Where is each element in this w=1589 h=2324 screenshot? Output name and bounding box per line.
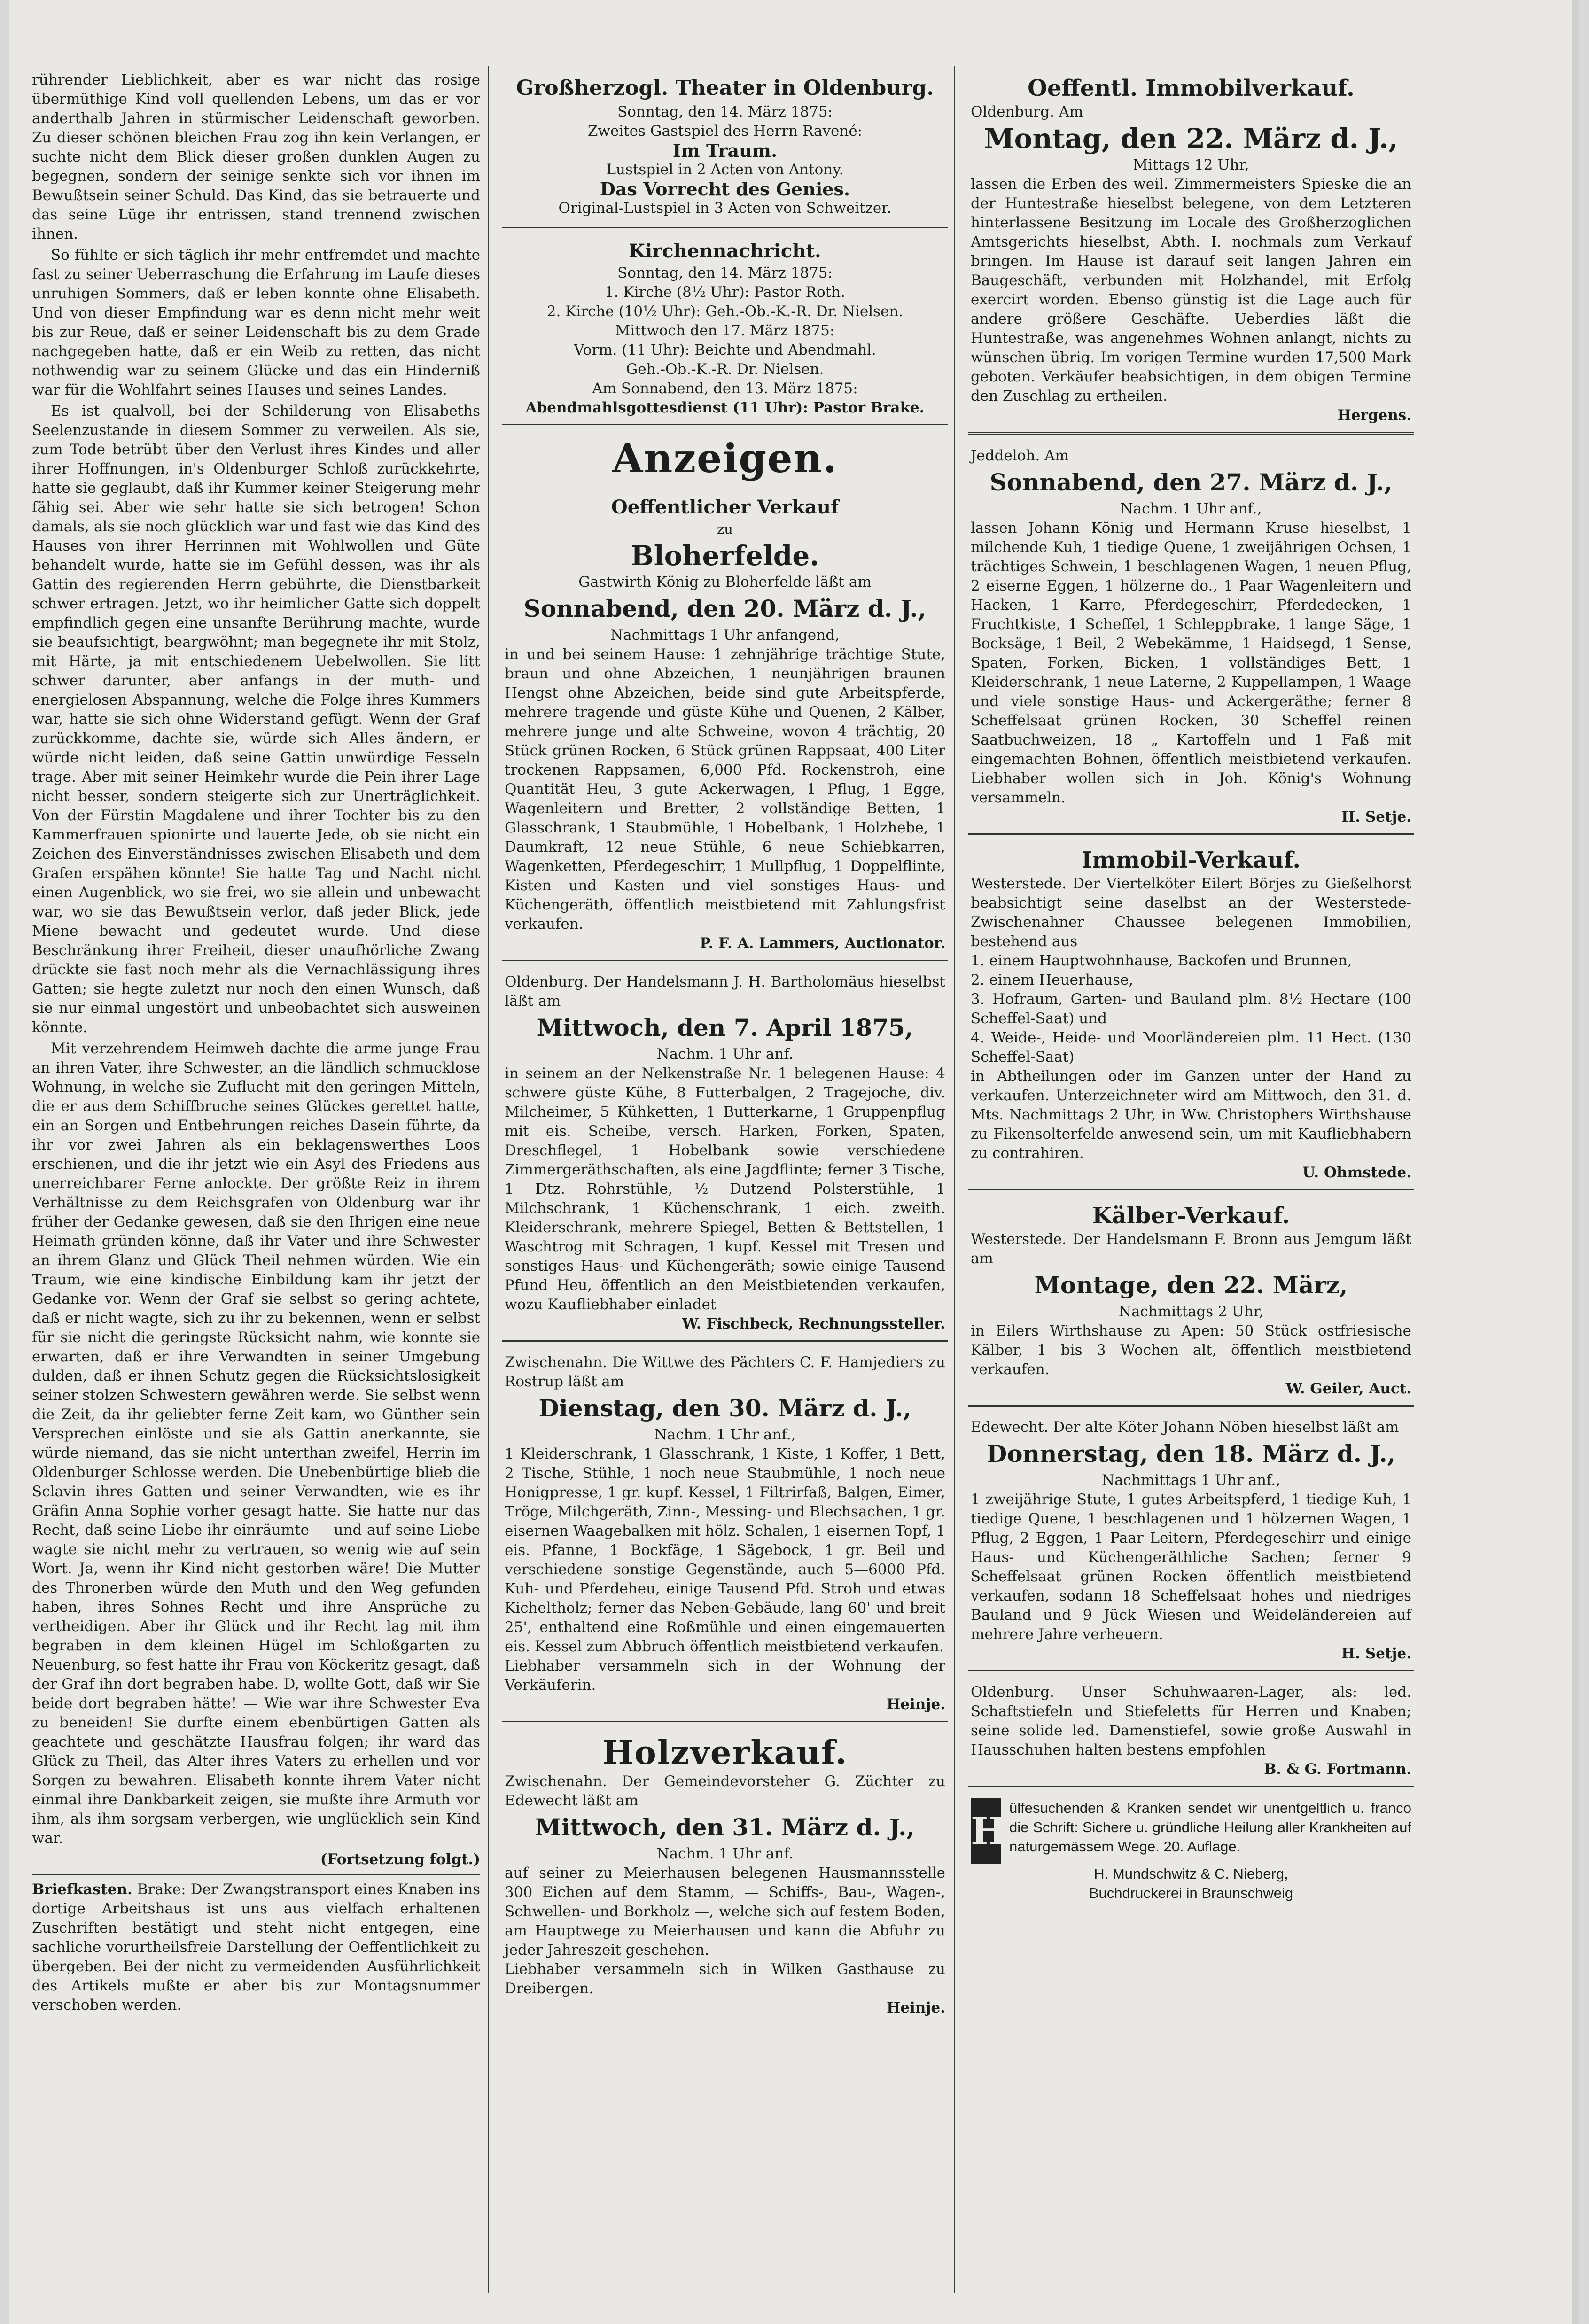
ad-intro: Westerstede. Der Viertelköter Eilert Börjes zu Gießelhorst beabsichtigt seine daselbst an der Westerstede-Zwischenahner Chaussee belegenen Immobilien, bestehend aus (971, 875, 1411, 950)
ad-text: in Eilers Wirthshause zu Apen: 50 Stück ostfriesische Kälber, 1 bis 3 Wochen alt, öffentlich meistbietend verkaufen. (971, 1322, 1411, 1378)
ad-date: Montage, den 22. März, (1034, 1271, 1348, 1299)
ad-intro: Zwischenahn. Der Gemeindevorsteher G. Züchter zu Edewecht läßt am (505, 1773, 945, 1809)
ad-text: ülfesuchenden & Kranken sendet wir unentgeltlich u. franco die Schrift: Sichere u. gründliche Heilung aller Krankheiten auf naturgemässem Wege. 20. Auflage. (1009, 1800, 1411, 1855)
auction-ad (502, 969, 948, 1342)
ad-signature: H. Setje. (1341, 808, 1411, 825)
shoe-store-ad (968, 1679, 1414, 1787)
story-paragraph: So fühlte er sich täglich ihr mehr entfremdet und machte fast zu seiner Ueberraschung die Erfahrung im Laufe dieses unruhigen Sommers, daß er leben konnte ohne Elisabeth. Und von dieser Empfindung war es denn nicht mehr weit bis zur Reue, daß er seiner Leidenschaft bis zu dem Grade nachgegeben hatte, daß er ein Weib zu retten, das nicht nothwendig war zu seinem Glücke und das ein Hinderniß war für die Wohlfahrt seines Hauses und seines Landes. (32, 247, 480, 398)
ad-place: Jeddeloh. Am (971, 447, 1069, 464)
ad-item: 4. Weide-, Heide- und Moorländereien plm. 11 Hect. (130 Scheffel-Saat) (971, 1029, 1411, 1065)
ad-title: Oeffentlicher Verkauf (611, 496, 839, 518)
ad-place: Bloherfelde. (631, 540, 819, 572)
briefkasten-title: Briefkasten. (32, 1881, 132, 1898)
ad-signature: H. Setje. (1341, 1645, 1411, 1662)
ad-signature: P. F. A. Lammers, Auctionator. (700, 935, 945, 952)
ad-intro: Edewecht. Der alte Köter Johann Nöben hieselbst läßt am (971, 1419, 1399, 1436)
briefkasten-text: Brake: Der Zwangstransport eines Knaben ins dortige Arbeitshaus ist uns aus vielfach erhaltenen Zuschriften bestätigt und steht nicht entgegen, eine sachliche vorurtheilsfreie Darstellung der Oeffentlichkeit zu übergeben. Bei der nicht zu vermeidenden Ausführlichkeit des Artikels mußte er aber bis zur Montagsnummer verschoben werden. (32, 1881, 480, 2013)
ad-title: Kälber-Verkauf. (1092, 1203, 1290, 1229)
theater-title: Großherzogl. Theater in Oldenburg. (516, 76, 934, 100)
church-line: 2. Kirche (10½ Uhr): Geh.-Ob.-K.-R. Dr. Nielsen. (546, 303, 904, 320)
story-paragraph: Es ist qualvoll, bei der Schilderung von Elisabeths Seelenzustande in diesem Sommer zu verweilen. Als sie, zum Tode betrübt über den Verlust ihres Kindes und aller ihrer Hoffnungen, in's Oldenburger Schloß zurückkehrte, hatte sie geglaubt, daß ihr Kummer keiner Steigerung mehr fähig sei. Aber wie sehr hatte sie sich betrogen! Schon damals, als sie noch glücklich war und fast wie das Kind des Hauses von ihrer Herrinnen mit Wohlwollen und Güte behandelt wurde, hatte sie im Gefühl dessen, was ihr als Gattin des regierenden Herrn gebührte, die Dienstbarkeit schwer ertragen. Jetzt, wo ihr heimlicher Gatte sich doppelt empfindlich gegen eine unsanfte Berührung machte, wurde sie beaufsichtigt, beargwöhnt; man begegnete ihr mit Stolz, mit Härte, ja mit entschiedenem Uebelwollen. Sie litt schwer darunter, aber anfangs in der muth- und energielosen Abspannung, welche die Folge ihres Kummers war, hatte sie sich ohne Widerstand gefügt. Wenn der Graf zurückkomme, dachte sie, würde sich Alles ändern, er würde nicht leiden, daß seine Gattin unwürdige Fesseln trage. Aber mit seiner Heimkehr wurde die Pein ihrer Lage nicht besser, sondern steigerte sich zur Unerträglichkeit. Von der Fürstin Magdalene und ihrer Tochter bis zu den Kammerfrauen spionirte und lauerte Jede, ob sie nicht ein Zeichen des Einverständnisses zwischen Elisabeth und dem Grafen erspähen könnte! Sie hatte Tag und Nacht nicht einen Augenblick, wo sie frei, wo sie allein und unbewacht war, wo sie das Bewußtsein verlor, daß jeder Blick, jede Miene bewacht und gedeutet wurde. Und diese Beschränkung ihrer Freiheit, dieser unaufhörliche Zwang drückte sie fast noch mehr als die Vernachlässigung ihres Gatten; sie hegte zuletzt nur noch den einen Wunsch, daß sie nur einmal ungestört und unbeobachtet sich ausweinen könnte. (32, 403, 480, 1036)
calf-sale-ad (968, 1198, 1414, 1407)
ad-time: Nachmittags 2 Uhr, (1118, 1303, 1264, 1320)
property-sale-ad (968, 70, 1414, 435)
continued-note: (Fortsetzung folgt.) (320, 1851, 480, 1868)
ad-time: Nachm. 1 Uhr anf., (1120, 500, 1262, 517)
ad-intro: Oldenburg. Der Handelsmann J. H. Bartholomäus hieselbst läßt am (505, 973, 945, 1010)
church-line: Am Sonnabend, den 13. März 1875: (592, 380, 858, 397)
drop-cap-logo: H (971, 1798, 1001, 1864)
ad-date: Mittwoch, den 7. April 1875, (537, 1014, 913, 1042)
ad-signature: Hergens. (1337, 407, 1411, 424)
ad-title: Oeffentl. Immobilverkauf. (1028, 75, 1355, 101)
ad-time: Nachm. 1 Uhr anf., (654, 1426, 796, 1443)
column-rule (954, 66, 955, 2293)
ad-intro: Gastwirth König zu Bloherfelde läßt am (578, 574, 872, 591)
story-paragraph: Mit verzehrendem Heimweh dachte die arme junge Frau an ihren Vater, ihre Schwester, an die ländlich schmucklose Wohnung, in welche sie Zuflucht mit den geringen Mitteln, die er aus dem Schiffbruche seines Glückes gerettet hatte, ein an Sorgen und Entbehrungen reiches Dasein führte, da ihr vor zwei Jahren als ein beklagenswerthes Loos erschienen, und die ihr jetzt wie ein Asyl des Friedens aus unerreichbarer Ferne anlockte. Der größte Reiz in ihrem Verhältnisse zu dem Reichsgrafen von Oldenburg war ihr früher der Gedanke gewesen, daß sie den Ihrigen eine neue Heimath gründen könne, daß ihr Vater und ihre Schwester an ihrem Glanz und Glück Theil nehmen würden. Wie ein Traum, wie eine kindische Einbildung kam ihr jetzt der Gedanke vor. Wenn der Graf sie selbst so gering achtete, daß er nicht wagte, sich zu ihr zu bekennen, wenn er selbst für sie nicht die geringste Rücksicht nahm, wie konnte sie erwarten, daß er ihre Verwandten in seiner Umgebung dulden, daß er ihnen Schutz gegen die Rücksichtslosigkeit seiner stolzen Schwestern gewähren werde. Sie selbst wenn die Zeit, da ihr geliebter ferne Zeit kam, wo Günther sein Versprechen einlöste und sie als Gattin anerkannte, sie würde niemand, das sie nicht unterthan zweifel, Herrin im Oldenburger Schlosse werden. Die Unebenbürtige blieb die Sclavin ihres Gatten und seiner Verwandten, wie es ihr Gräfin Anna Sophie vorher gesagt hatte. Sie hatte nur das Recht, daß seine Liebe ihr einräumte — und auf seine Liebe wagte sie nicht mehr zu vertrauen, so wenig wie auf sein Wort. Ja, wenn ihr Kind nicht gestorben wäre! Die Mutter des Thronerben würde den Muth und den Weg gefunden haben, ihres Sohnes Recht und ihre Ansprüche zu vertheidigen. Aber ihr Glück und ihr Recht lag mit ihm begraben in dem kleinen Hügel im Schloßgarten zu Neuenburg, so fest hatte ihr Frau von Köckeritz gesagt, daß der Graf ihn dort begraben habe. D, wollte Gott, daß wir Sie beide dort begraben hätte! — Wie war ihre Schwester Eva zu beneiden! Sie durfte einem ebenbürtigen Gatten als geachtete und geschätzte Hausfrau folgen; ihr ward das Glück zu Theil, das Alter ihres Vaters zu erhellen und vor Sorgen zu bewahren. Elisabeth konnte ihrem Vater nicht einmal ihre Dankbarkeit zeigen, sie mußte ihre Armuth vor ihm, als ihm sorgsam verbergen, wie unglücklich sein Kind war. (32, 1040, 480, 1847)
ad-date: Mittwoch, den 31. März d. J., (535, 1813, 915, 1841)
ad-time: Mittags 12 Uhr, (1133, 156, 1249, 173)
health-book-ad-body (971, 1798, 1411, 1864)
church-line: Mittwoch den 17. März 1875: (615, 322, 835, 339)
ad-signature: W. Geiler, Auct. (1285, 1380, 1411, 1397)
church-line: Abendmahlsgottesdienst (11 Uhr): Pastor Brake. (525, 399, 925, 416)
auction-ad (502, 491, 948, 961)
ad-signature: B. & G. Fortmann. (1264, 1761, 1411, 1778)
story-column (32, 70, 480, 2288)
ad-signature: H. Mundschwitz & C. Nieberg, (1094, 1865, 1288, 1882)
section-heading-anzeigen: Anzeigen. (612, 435, 838, 482)
auction-ad (502, 1349, 948, 1722)
ad-signature: U. Ohmstede. (1302, 1164, 1411, 1181)
ads-column-middle (502, 70, 948, 2288)
ad-text: in seinem an der Nelkenstraße Nr. 1 belegenen Hause: 4 schwere güste Kühe, 8 Futterbalgen, 2 Tragejoche, div. Milcheimer, 5 Kühketten, 1 Butterkarne, 1 Gruppenpflug mit eis. Scheibe, versch. Harken, Forken, Spaten, Dreschflegel, 1 Hobelbank sowie verschiedene Zimmergeräthschaften, als eine Jagdflinte; ferner 3 Tische, 1 Dtz. Rohrstühle, ½ Dutzend Polsterstühle, 1 Milchschrank, 1 Küchenschrank, 1 eich. zweith. Kleiderschrank, mehrere Spiegel, Betten & Bettstellen, 1 Waschtrog mit Schragen, 1 kupf. Kessel mit Tresen und sonstiges Haus- und Küchengeräth; sowie einige Tausend Pfund Heu, öffentlich an den Meistbietenden verkaufen, wozu Kaufliebhaber einladet (505, 1065, 945, 1313)
wood-sale-ad (502, 1730, 948, 2024)
ad-time: Nachm. 1 Uhr anf. (656, 1845, 794, 1862)
ad-text: Oldenburg. Unser Schuhwaaren-Lager, als: led. Schaftstiefeln und Stiefeletts für Herren und Knaben; seine solide led. Damenstiefel, sowie große Auswahl in Hausschuhen halten bestens empfohlen (971, 1684, 1411, 1758)
ad-time: Nachmittags 1 Uhr anfangend, (610, 627, 840, 644)
church-line: Geh.-Ob.-K.-R. Dr. Nielsen. (626, 361, 824, 378)
ad-place: Oldenburg. Am (971, 103, 1083, 120)
ad-text: in und bei seinem Hause: 1 zehnjährige trächtige Stute, braun und ohne Abzeichen, 1 neunjährigen braunen Hengst ohne Abzeichen, beide sind gute Arbeitspferde, mehrere tragende und güste Kühe und Quenen, 2 Kälber, mehrere junge und alte Schweine, wovon 4 trächtig, 20 Stück grünen Rocken, 6 Stück grünen Rappsaat, 400 Liter trockenen Rappsamen, 6,000 Pfd. Rockenstroh, eine Quantität Heu, 3 gute Ackerwagen, 1 Pflug, 1 Egge, Wagenleitern und Bretter, 2 vollständige Betten, 1 Glasschrank, 1 Staubmühle, 1 Hobelbank, 1 Holzhebe, 1 Daumkraft, 12 neue Stühle, 6 neue Schiebkarren, Wagenketten, Pferdegeschirr, 1 Mullpflug, 1 Doppelflinte, Kisten und Kasten und viel sonstiges Haus- und Küchengeräth, öffentlich meistbietend mit Zahlungsfrist verkaufen. (505, 646, 945, 933)
ad-time: Nachmittags 1 Uhr anf., (1101, 1472, 1281, 1489)
ad-text: lassen die Erben des weil. Zimmermeisters Spieske die an der Huntestraße hieselbst belegene, von dem Letzteren hinterlassene Besitzung im Locale des Großherzoglichen Amtsgerichts hieselbst, Abth. I. nochmals zum Verkauf bringen. Im Hause ist darauf seit langen Jahren ein Baugeschäft, verbunden mit Holzhandel, mit Erfolg exercirt worden. Ebenso günstig ist die Lage auch für andere größere Geschäfte. Ueberdies läßt die Huntestraße, was angenehmes Wohnen anlangt, nichts zu wünschen übrig. Im vorigen Termine wurden 17,500 Mark geboten. Verkäufer beabsichtigen, in dem obigen Termine den Zuschlag zu ertheilen. (971, 176, 1411, 404)
ad-footer: Liebhaber versammeln sich in Wilken Gasthause zu Dreibergen. (505, 1961, 945, 1997)
story-paragraph: rührender Lieblichkeit, aber es war nicht das rosige übermüthige Kind voll quellenden Lebens, um das er vor anderthalb Jahren in stürmischer Leidenschaft geworben. Zu dieser schönen bleichen Frau zog ihn kein Verlangen, er suchte nicht dem Blick dieser großen dunklen Augen zu begegnen, sondern der seinige senkte sich vor ihnen im Bewußtsein seiner Schuld. Das Kind, das sie betrauerte und das seine Lüge ihr entrissen, stand trennend zwischen ihnen. (32, 71, 480, 242)
ad-intro: Westerstede. Der Handelsmann F. Bronn aus Jemgum läßt am (971, 1231, 1411, 1267)
ad-date: Sonnabend, den 20. März d. J., (523, 595, 927, 622)
ad-intro: Zwischenahn. Die Wittwe des Pächters C. F. Hamjediers zu Rostrup läßt am (505, 1354, 945, 1390)
ad-item: 3. Hofraum, Garten- und Bauland plm. 8½ Hectare (100 Scheffel-Saat) und (971, 991, 1411, 1027)
ad-title: Holzverkauf. (602, 1733, 848, 1772)
ad-text: in Abtheilungen oder im Ganzen unter der Hand zu verkaufen. Unterzeichneter wird am Mittwoch, den 31. d. Mts. Nachmittags 2 Uhr, in Ww. Christophers Wirthshause zu Fikensolterfelde anwesend sein, um mit Kaufliebhabern zu contrahiren. (971, 1068, 1411, 1162)
church-line: Sonntag, den 14. März 1875: (617, 264, 833, 281)
ad-signature: W. Fischbeck, Rechnungssteller. (682, 1315, 945, 1332)
property-sale-ad (968, 842, 1414, 1190)
health-book-ad (968, 1795, 1414, 1909)
ad-title: Immobil-Verkauf. (1081, 847, 1301, 873)
ad-date: Sonnabend, den 27. März d. J., (989, 468, 1393, 496)
church-line: Vorm. (11 Uhr): Beichte und Abendmahl. (574, 342, 876, 358)
theater-play: Das Vorrecht des Genies. (600, 179, 850, 200)
theater-line: Zweites Gastspiel des Herrn Ravené: (587, 123, 863, 140)
theater-play: Im Traum. (672, 140, 778, 161)
ads-column-right (968, 70, 1414, 2288)
auction-ad (968, 1414, 1414, 1671)
ad-date: Donnerstag, den 18. März d. J., (986, 1440, 1396, 1468)
ad-item: 2. einem Heuerhause, (971, 972, 1134, 988)
newspaper-page (9, 0, 1579, 2324)
church-line: 1. Kirche (8½ Uhr): Pastor Roth. (605, 284, 845, 301)
ad-time: Nachm. 1 Uhr anf. (656, 1046, 794, 1063)
ad-date: Dienstag, den 30. März d. J., (538, 1394, 911, 1422)
church-title: Kirchennachricht. (629, 240, 821, 262)
ad-item: 1. einem Hauptwohnhause, Backofen und Brunnen, (971, 952, 1352, 969)
ad-footer: Liebhaber versammeln sich in der Wohnung der Verkäuferin. (505, 1657, 945, 1694)
ad-signature: Heinje. (886, 1696, 945, 1713)
church-notice (502, 235, 948, 427)
column-rule (488, 66, 489, 2293)
ad-signature: Heinje. (886, 1999, 945, 2016)
theater-date: Sonntag, den 14. März 1875: (617, 103, 833, 120)
theater-notice (502, 70, 948, 228)
briefkasten (32, 1874, 480, 2015)
theater-play-desc: Lustspiel in 2 Acten von Antony. (606, 161, 844, 178)
ad-text: 1 Kleiderschrank, 1 Glasschrank, 1 Kiste, 1 Koffer, 1 Bett, 2 Tische, Stühle, 1 noch neue Staubmühle, 1 noch neue Honigpresse, 1 gr. kupf. Kessel, 1 Filtrirfaß, Balgen, Eimer, Tröge, Milchgeräth, Zinn-, Messing- und Blechsachen, 1 gr. eisernen Waagebalken mit hölz. Schalen, 1 eisernen Topf, 1 eis. Pfanne, 1 Bockfäge, 1 Sägebock, 1 gr. Beil und verschiedene sonstige Gegenstände, auch 5—6000 Pfd. Kuh- und Pferdeheu, einige Tausend Pfd. Stroh und etwas Kicheltholz; ferner das Neben-Gebäude, lang 60' und breit 25', enthaltend eine Roßmühle und einen eingemauerten eis. Kessel zum Abbruch öffentlich meistbietend verkaufen. (505, 1446, 945, 1655)
theater-play-desc: Original-Lustspiel in 3 Acten von Schweitzer. (558, 200, 892, 217)
ad-text: auf seiner zu Meierhausen belegenen Hausmannsstelle 300 Eichen auf dem Stamm, — Schiffs-, Bau-, Wagen-, Schwellen- und Borkholz —, welche sich auf festem Boden, am Hauptwege zu Meierhausen und kann die Abfuhr zu jeder Jahreszeit geschehen. (505, 1865, 945, 1959)
ad-text: lassen Johann König und Hermann Kruse hieselbst, 1 milchende Kuh, 1 tiedige Quene, 1 zweijährigen Ochsen, 1 trächtiges Schwein, 1 beschlagenen Wagen, 1 neuen Pflug, 2 eiserne Eggen, 1 hölzerne do., 1 Paar Wagenleitern und Hacken, 1 Karre, Pferdegeschirr, Pferdedecken, 1 Fruchtkiste, 1 Scheffel, 1 Schleppbrake, 1 lange Säge, 1 Bocksäge, 1 Beil, 2 Webekämme, 1 Haidsegd, 1 Sense, Spaten, Forken, Bicken, 1 vollständiges Bett, 1 Kleiderschrank, 1 neue Laterne, 2 Kuppellampen, 1 Waage und viele sonstige Haus- und Ackergeräthe; ferner 8 Scheffelsaat grünen Rocken, 30 Scheffel reinen Saatbuchweizen, 18 „ Kartoffeln und 1 Faß mit eingemachten Bohnen, öffentlich meistbietend verkaufen. Liebhaber wollen sich in Joh. König's Wohnung versammeln. (971, 520, 1411, 806)
ad-date: Montag, den 22. März d. J., (984, 123, 1398, 155)
auction-ad (968, 443, 1414, 835)
ad-zu: zu (717, 521, 733, 537)
ad-text: 1 zweijährige Stute, 1 gutes Arbeitspferd, 1 tiedige Kuh, 1 tiedige Quene, 1 beschlagenen und 1 hölzernen Wagen, 1 Pflug, 2 Eggen, 1 Paar Leitern, Pferdegeschirr und einige Haus- und Küchengeräthliche Sachen; ferner 9 Scheffelsaat grünen Rocken öffentlich meistbietend verkaufen, sodann 18 Scheffelsaat hohes und niedriges Bauland und 9 Jück Wiesen und Weideländereien auf mehrere Jahre verheuern. (971, 1491, 1411, 1643)
ad-signature-line: Buchdruckerei in Braunschweig (1089, 1885, 1293, 1901)
